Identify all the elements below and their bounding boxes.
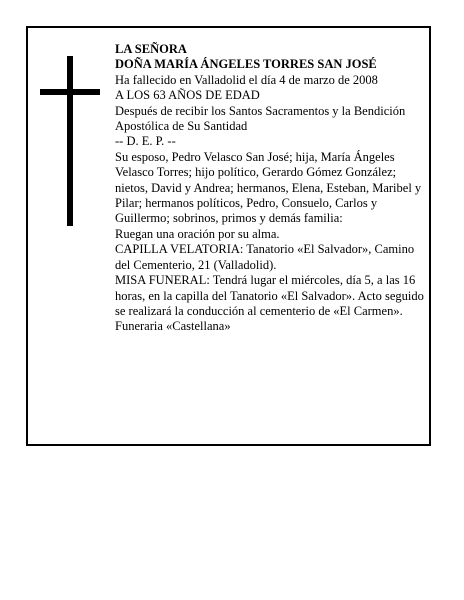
sacraments-statement: Después de recibir los Santos Sacramentos y la Bendición Apostólica de Su Santidad	[115, 103, 406, 134]
cross-horizontal-bar	[40, 89, 100, 95]
death-statement: Ha fallecido en Valladolid el día 4 de marzo de 2008	[115, 72, 378, 87]
notice-title: LA SEÑORA	[115, 42, 187, 56]
deceased-name: DOÑA MARÍA ÁNGELES TORRES SAN JOSÉ	[115, 57, 377, 72]
chapel-info: CAPILLA VELATORIA: Tanatorio «El Salvador», Camino del Cementerio, 21 (Valladolid).	[115, 242, 415, 272]
notice-text	[115, 42, 427, 335]
age-statement: A LOS 63 AÑOS DE EDAD	[115, 88, 260, 103]
cross-icon	[40, 56, 100, 226]
funeral-home: Funeraria «Castellana»	[115, 319, 231, 334]
family-list: Su esposo, Pedro Velasco San José; hija, María Ángeles Velasco Torres; hijo político, Gerardo Gómez González; nietos, David y Andrea; hermanos, Elena, Esteban, Maribel y Pilar; hermanos políticos, Pedro, Consuelo, Carlos y Guillermo; sobrinos, primos y demás familia:	[115, 149, 422, 226]
prayer-request: Ruegan una oración por su alma.	[115, 226, 280, 241]
funeral-mass-info: MISA FUNERAL: Tendrá lugar el miércoles, día 5, a las 16 horas, en la capilla del Tanatorio «El Salvador». Acto seguido se realizará la conducción al cementerio de «El Carmen».	[115, 273, 424, 318]
rip-line: -- D. E. P. --	[115, 134, 176, 149]
obituary-notice	[26, 26, 431, 446]
cross-vertical-bar	[67, 56, 73, 226]
